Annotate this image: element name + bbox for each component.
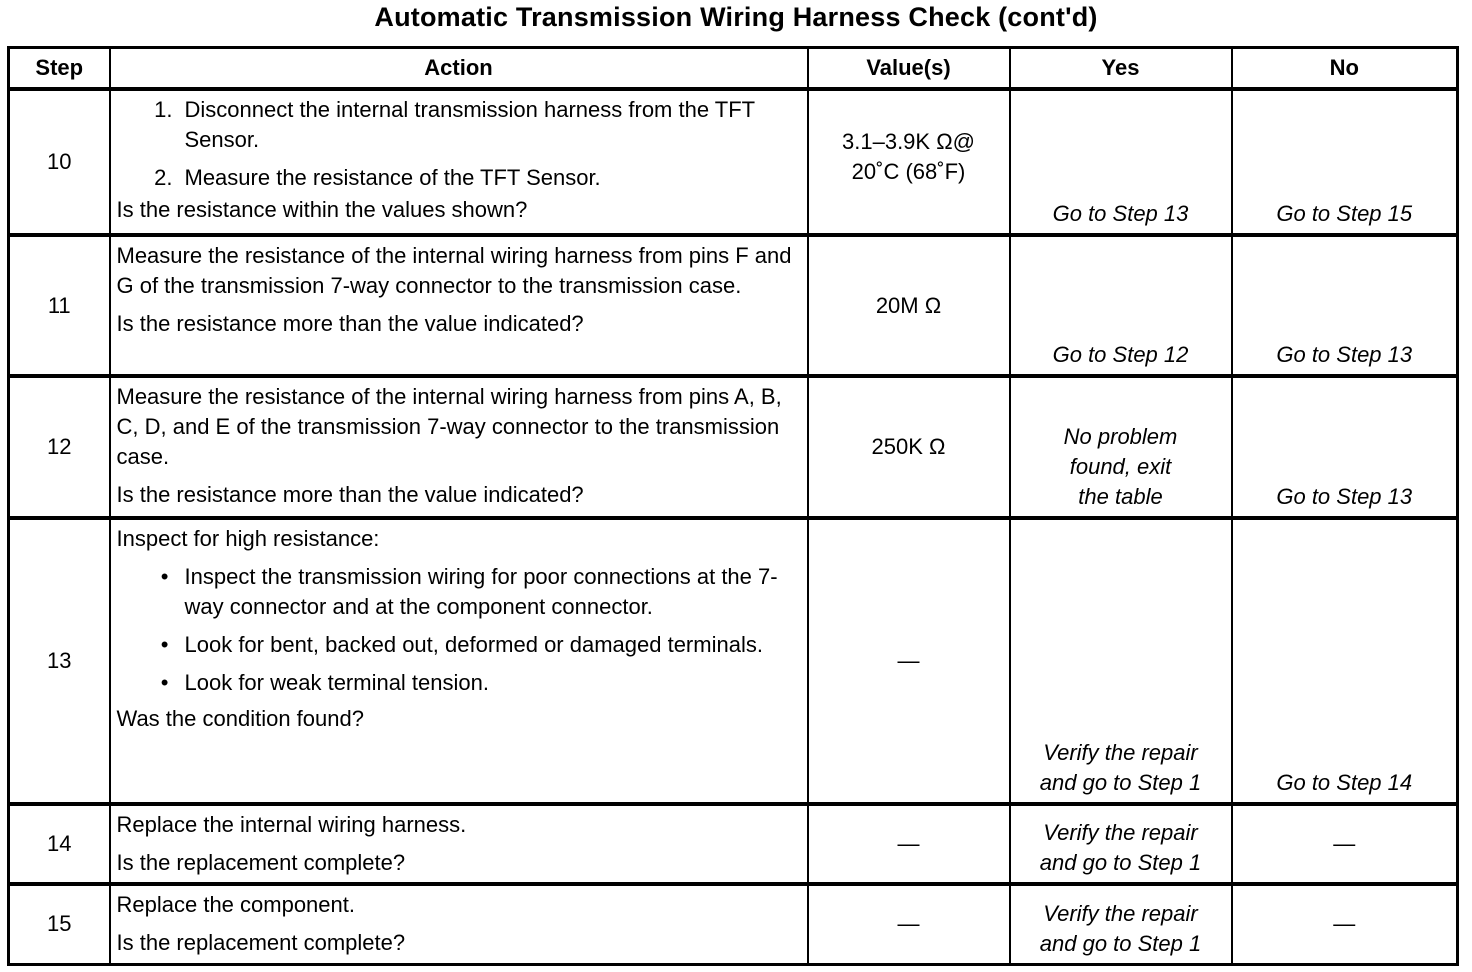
action-cell xyxy=(110,89,808,235)
value-cell: — xyxy=(808,804,1010,884)
action-intro: Inspect for high resistance: xyxy=(116,526,380,551)
action-question: Is the resistance more than the value indicated? xyxy=(116,482,584,507)
yes-cell: Verify the repair and go to Step 1 xyxy=(1010,518,1232,804)
diagnostic-table xyxy=(7,46,1459,966)
table-row xyxy=(9,884,1458,964)
no-cell: Go to Step 14 xyxy=(1232,518,1458,804)
table-row xyxy=(9,518,1458,804)
action-text: Replace the internal wiring harness. xyxy=(116,812,467,837)
action-cell xyxy=(110,884,808,964)
value-cell: — xyxy=(808,518,1010,804)
no-cell: Go to Step 15 xyxy=(1232,89,1458,235)
action-cell xyxy=(110,235,808,376)
header-action: Action xyxy=(110,48,808,90)
action-text: Measure the resistance of the internal wiring harness from pins F and G of the transmission 7-way connector to the transmission case. xyxy=(116,243,792,298)
bullet-item: • Look for weak terminal tension. xyxy=(160,670,489,695)
page-title: Automatic Transmission Wiring Harness Check (cont'd) xyxy=(374,2,1098,32)
action-cell xyxy=(110,518,808,804)
action-text: Measure the resistance of the internal wiring harness from pins A, B, C, D, and E of the transmission 7-way connector to the transmission case. xyxy=(116,384,782,469)
yes-cell: Go to Step 13 xyxy=(1010,89,1232,235)
header-values: Value(s) xyxy=(808,48,1010,90)
action-question: Was the condition found? xyxy=(116,706,364,731)
action-question: Is the replacement complete? xyxy=(116,850,406,875)
table-row xyxy=(9,235,1458,376)
no-cell: Go to Step 13 xyxy=(1232,376,1458,518)
bullet-item: • Look for bent, backed out, deformed or damaged terminals. xyxy=(160,632,763,657)
no-cell: Go to Step 13 xyxy=(1232,235,1458,376)
no-cell: — xyxy=(1232,884,1458,964)
yes-cell: Go to Step 12 xyxy=(1010,235,1232,376)
step-number: 13 xyxy=(9,518,110,804)
action-item: 1. Disconnect the internal transmission harness from the TFT Sensor. xyxy=(154,97,755,152)
value-cell: 20M Ω xyxy=(808,235,1010,376)
action-item: 2. Measure the resistance of the TFT Sensor. xyxy=(154,165,601,190)
value-cell: 250K Ω xyxy=(808,376,1010,518)
bullet-item: • Inspect the transmission wiring for poor connections at the 7-way connector and at the component connector. xyxy=(160,564,778,619)
table-row xyxy=(9,89,1458,235)
header-step: Step xyxy=(9,48,110,90)
step-number: 14 xyxy=(9,804,110,884)
action-cell xyxy=(110,804,808,884)
header-no: No xyxy=(1232,48,1458,90)
step-number: 10 xyxy=(9,89,110,235)
action-cell xyxy=(110,376,808,518)
table-row xyxy=(9,376,1458,518)
action-question: Is the resistance within the values shown? xyxy=(116,197,528,222)
step-number: 12 xyxy=(9,376,110,518)
no-cell: — xyxy=(1232,804,1458,884)
table-row xyxy=(9,804,1458,884)
step-number: 11 xyxy=(9,235,110,376)
yes-cell: Verify the repair and go to Step 1 xyxy=(1010,804,1232,884)
action-question: Is the replacement complete? xyxy=(116,930,406,955)
header-yes: Yes xyxy=(1010,48,1232,90)
value-cell: — xyxy=(808,884,1010,964)
action-question: Is the resistance more than the value indicated? xyxy=(116,311,584,336)
yes-cell: No problem found, exit the table xyxy=(1010,376,1232,518)
action-text: Replace the component. xyxy=(116,892,355,917)
yes-cell: Verify the repair and go to Step 1 xyxy=(1010,884,1232,964)
value-cell: 3.1–3.9K Ω@ 20˚C (68˚F) xyxy=(808,89,1010,235)
step-number: 15 xyxy=(9,884,110,964)
header-row xyxy=(9,48,1458,90)
